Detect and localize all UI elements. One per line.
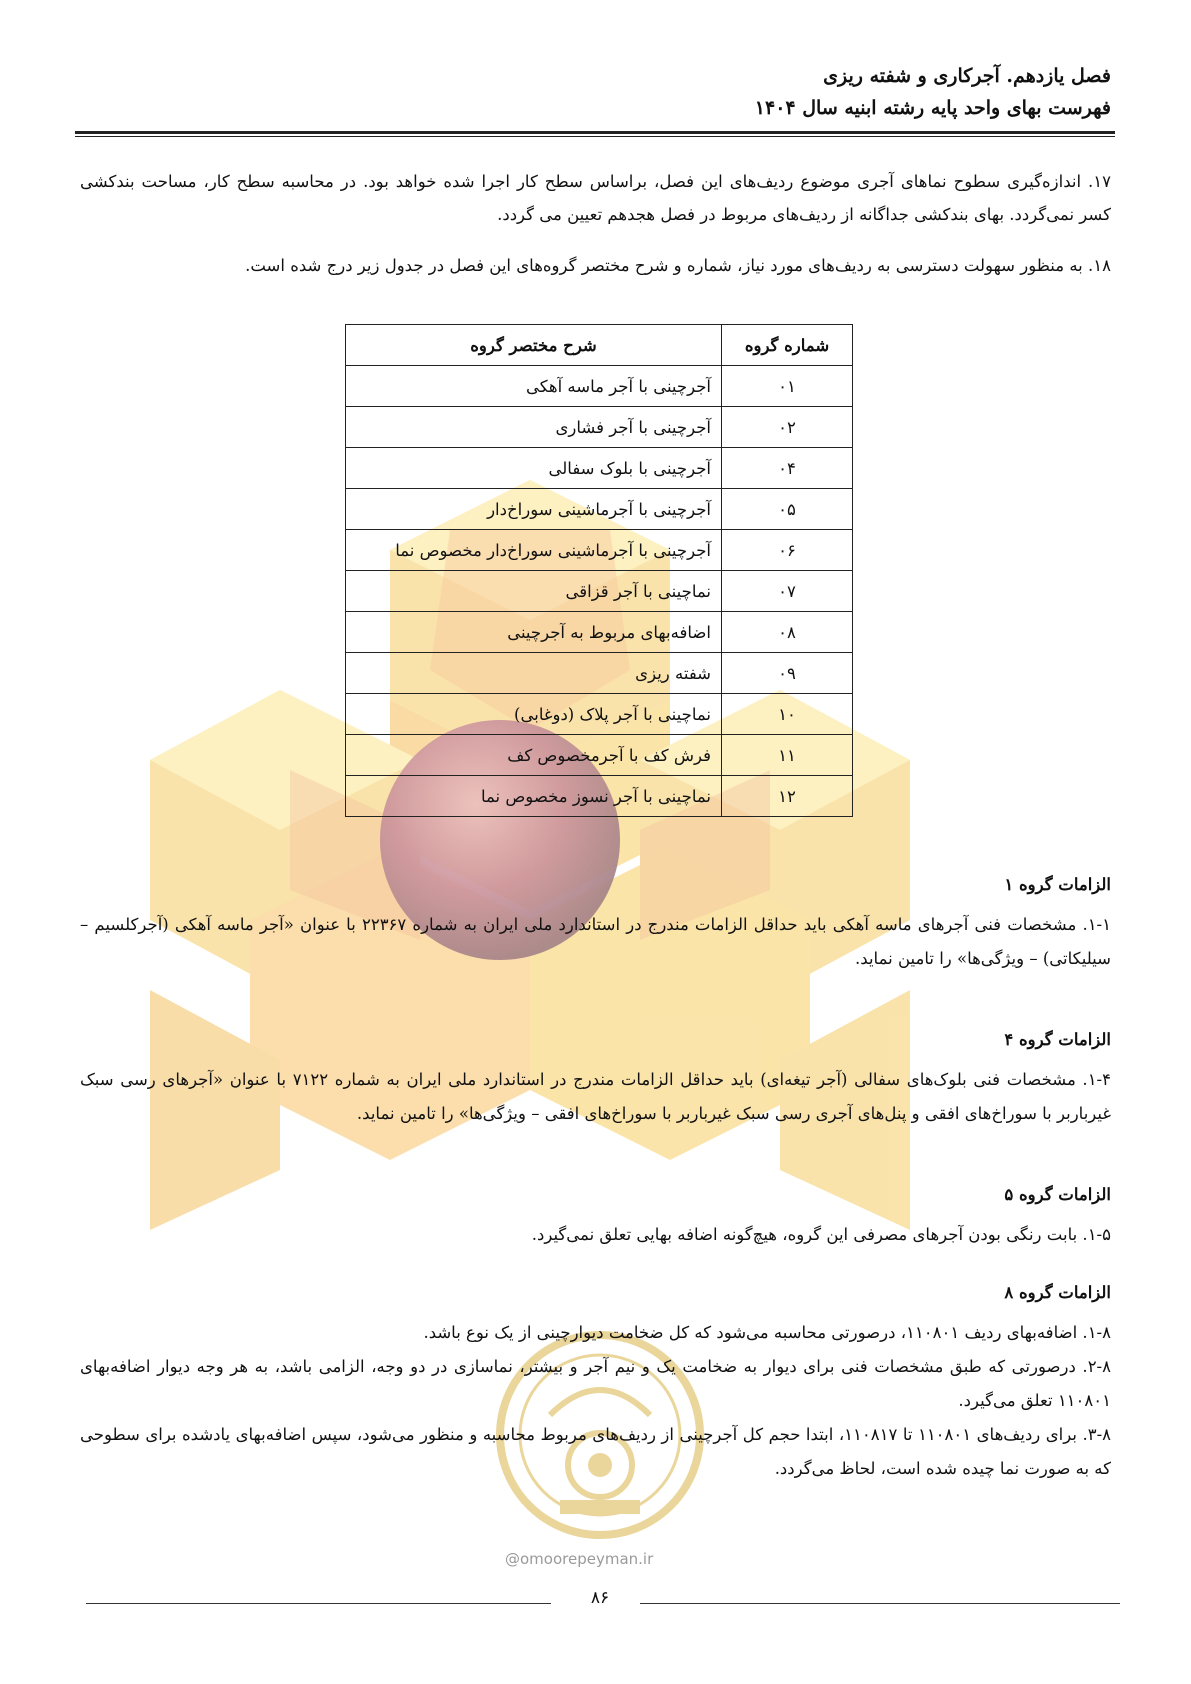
section-group-4 [80,1023,1111,1131]
table-row [346,571,853,612]
groups-table [345,324,853,817]
document-title: فهرست بهای واحد پایه رشته ابنیه سال ۱۴۰۴ [754,97,1111,119]
section-item: ۲-۸. درصورتی که طبق مشخصات فنی برای دیوار به ضخامت یک و نیم آجر و بیشتر، نماسازی در دو وجه، الزامی باشد، به هر وجه دیوار اضافه‌بهای ۱۱۰۸۰۱ تعلق می‌گیرد. [80,1357,1111,1410]
group-number: ۰۵ [722,489,853,530]
table-row [346,694,853,735]
table-row [346,489,853,530]
group-number: ۰۶ [722,530,853,571]
page-header [80,60,1111,124]
watermark-site-url: @omoorepeyman.ir [505,1550,654,1568]
table-row [346,407,853,448]
group-number: ۰۲ [722,407,853,448]
group-number: ۰۹ [722,653,853,694]
group-description: آجرچینی با آجر ماسه آهکی [346,366,722,407]
section-text: ۱-۱. مشخصات فنی آجرهای ماسه آهکی باید حداقل الزامات مندرج در استاندارد ملی ایران به شماره ۲۲۳۶۷ با عنوان «آجر ماسه آهکی (آجرکلسیم – سیلیکاتی) – ویژگی‌ها» را تامین نماید. [80,915,1111,968]
group-description: اضافه‌بهای مربوط به آجرچینی [346,612,722,653]
page-number: ۸۶ [590,1588,610,1608]
table-row [346,735,853,776]
group-description: آجرچینی با آجر فشاری [346,407,722,448]
group-description: آجرچینی با آجرماشینی سوراخ‌دار [346,489,722,530]
table-header-row [346,325,853,366]
section-heading: الزامات گروه ۸ [1004,1283,1111,1302]
section-group-8 [80,1276,1111,1486]
group-description: نماچینی با آجر نسوز مخصوص نما [346,776,722,817]
section-heading: الزامات گروه ۱ [1004,875,1111,894]
table-row [346,366,853,407]
footer-rule-left [86,1603,551,1604]
section-heading: الزامات گروه ۴ [1004,1030,1111,1049]
header-rule-thin [75,136,1115,137]
group-number: ۰۸ [722,612,853,653]
header-group-description: شرح مختصر گروه [346,325,722,366]
section-item: ۳-۸. برای ردیف‌های ۱۱۰۸۰۱ تا ۱۱۰۸۱۷، ابتدا حجم کل آجرچینی از ردیف‌های مربوط محاسبه و منظور می‌شود، سپس اضافه‌بهای یادشده برای سطوحی که به صورت نما چیده شده است، لحاظ می‌گردد. [80,1425,1112,1478]
header-group-number: شماره گروه [722,325,853,366]
header-rule-thick [75,131,1115,134]
group-description: فرش کف با آجرمخصوص کف [346,735,722,776]
table-row [346,653,853,694]
section-group-5 [80,1178,1111,1252]
chapter-title: فصل یازدهم. آجرکاری و شفته ریزی [823,65,1111,87]
group-description: آجرچینی با آجرماشینی سوراخ‌دار مخصوص نما [346,530,722,571]
section-group-1 [80,868,1111,976]
table-row [346,448,853,489]
group-number: ۰۷ [722,571,853,612]
group-description: نماچینی با آجر پلاک (دوغابی) [346,694,722,735]
section-heading: الزامات گروه ۵ [1004,1185,1111,1204]
section-text: ۱-۴. مشخصات فنی بلوک‌های سفالی (آجر تیغه‌ای) باید حداقل الزامات مندرج در استاندارد ملی ایران به شماره ۷۱۲۲ با عنوان «آجرهای رسی سبک غیرباربر با سوراخ‌های افقی و پنل‌های آجری رسی سبک غیرباربر با سوراخ‌های افقی – ویژگی‌ها» را تامین نماید. [80,1070,1111,1123]
table-row [346,612,853,653]
paragraph-18: ۱۸. به منظور سهولت دسترسی به ردیف‌های مورد نیاز، شماره و شرح مختصر گروه‌های این فصل در جدول زیر درج شده است. [245,256,1111,275]
group-description: شفته ریزی [346,653,722,694]
group-number: ۰۴ [722,448,853,489]
table-row [346,530,853,571]
group-number: ۰۱ [722,366,853,407]
footer-rule-right [640,1603,1120,1604]
group-description: نماچینی با آجر قزاقی [346,571,722,612]
group-number: ۱۱ [722,735,853,776]
section-item: ۱-۸. اضافه‌بهای ردیف ۱۱۰۸۰۱، درصورتی محاسبه می‌شود که کل ضخامت دیوارچینی از یک نوع باشد. [423,1323,1111,1342]
section-text: ۱-۵. بابت رنگی بودن آجرهای مصرفی این گروه، هیچ‌گونه اضافه بهایی تعلق نمی‌گیرد. [531,1225,1111,1244]
group-number: ۱۰ [722,694,853,735]
table-row [346,776,853,817]
group-description: آجرچینی با بلوک سفالی [346,448,722,489]
group-number: ۱۲ [722,776,853,817]
paragraph-17: ۱۷. اندازه‌گیری سطوح نماهای آجری موضوع ردیف‌های این فصل، براساس سطح کار اجرا شده خواهد بود. در محاسبه سطح کار، مساحت بندکشی کسر نمی‌گردد. بهای بندکشی جداگانه از ردیف‌های مربوط در فصل هجدهم تعیین می گردد. [80,172,1111,224]
